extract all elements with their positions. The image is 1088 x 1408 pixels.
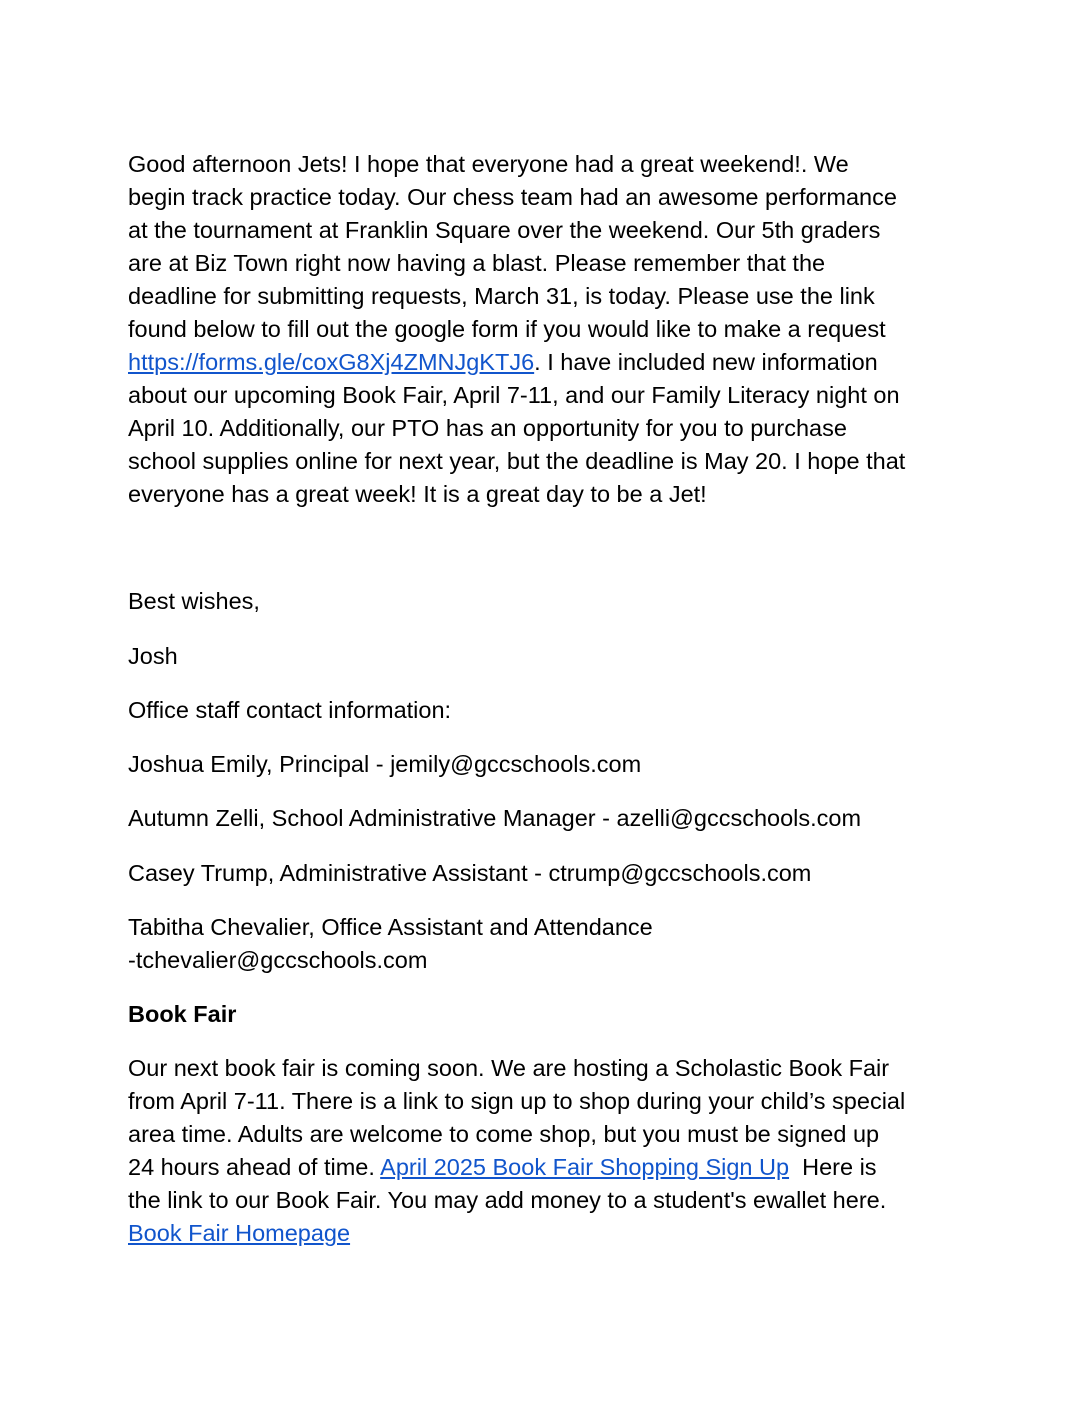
contact-admin-manager: Autumn Zelli, School Administrative Manager - azelli@gccschools.com: [128, 805, 862, 831]
book-fair-line-with-link: [128, 1151, 905, 1184]
book-fair-line-start: 24 hours ahead of time.: [128, 1154, 381, 1180]
contact-admin-assistant: Casey Trump, Administrative Assistant - ctrump@gccschools.com: [128, 860, 812, 886]
contact-office-assistant-line: Tabitha Chevalier, Office Assistant and Attendance: [128, 914, 653, 940]
contact-office-assistant: [128, 911, 653, 977]
book-fair-line: the link to our Book Fair. You may add money to a student's ewallet here.: [128, 1187, 887, 1213]
intro-paragraph: [128, 148, 905, 511]
contact-office-assistant-email: -tchevalier@gccschools.com: [128, 947, 428, 973]
book-fair-line-end: Here is: [789, 1154, 877, 1180]
contacts-heading: Office staff contact information:: [128, 697, 452, 723]
book-fair-heading: Book Fair: [128, 1001, 237, 1027]
book-fair-line: from April 7-11. There is a link to sign up to shop during your child’s special: [128, 1088, 906, 1114]
book-fair-line: area time. Adults are welcome to come shop, but you must be signed up: [128, 1121, 880, 1147]
intro-line: about our upcoming Book Fair, April 7-11, and our Family Literacy night on: [128, 382, 900, 408]
intro-line: April 10. Additionally, our PTO has an opportunity for you to purchase: [128, 415, 847, 441]
closing-text: Best wishes,: [128, 588, 260, 614]
signature-text: Josh: [128, 643, 178, 669]
intro-line-rest: . I have included new information: [534, 349, 878, 375]
book-fair-homepage-link[interactable]: Book Fair Homepage: [128, 1220, 351, 1246]
book-fair-homepage-line: [128, 1217, 905, 1250]
book-fair-line: Our next book fair is coming soon. We are hosting a Scholastic Book Fair: [128, 1055, 890, 1081]
intro-line: everyone has a great week! It is a great day to be a Jet!: [128, 481, 707, 507]
intro-line: Good afternoon Jets! I hope that everyone had a great weekend!. We: [128, 151, 849, 177]
intro-line: are at Biz Town right now having a blast. Please remember that the: [128, 250, 826, 276]
intro-line-with-link: [128, 346, 905, 379]
request-form-link[interactable]: https://forms.gle/coxG8Xj4ZMNJgKTJ6: [128, 349, 535, 375]
intro-line: deadline for submitting requests, March 31, is today. Please use the link: [128, 283, 875, 309]
book-fair-signup-link[interactable]: April 2025 Book Fair Shopping Sign Up: [380, 1154, 790, 1180]
intro-line: at the tournament at Franklin Square over the weekend. Our 5th graders: [128, 217, 881, 243]
intro-line: found below to fill out the google form if you would like to make a request: [128, 316, 886, 342]
contact-principal: Joshua Emily, Principal - jemily@gccschools.com: [128, 751, 642, 777]
book-fair-paragraph: [128, 1052, 905, 1250]
intro-line: begin track practice today. Our chess team had an awesome performance: [128, 184, 897, 210]
intro-line: school supplies online for next year, but the deadline is May 20. I hope that: [128, 448, 906, 474]
